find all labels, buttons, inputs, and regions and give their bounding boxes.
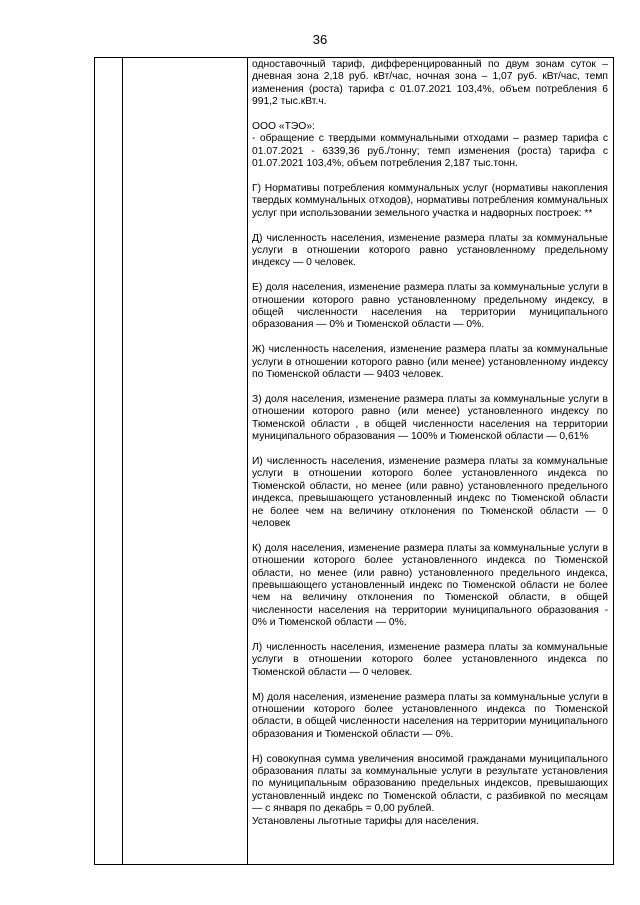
paragraph-m: М) доля населения, изменение размера платы за коммунальные услуги в отношении которого более установленного индекса по Тюменской области, в общей численности населения на территории муниципального образования и Тюменской области — 0%. [252,691,608,740]
table-cell-content [252,59,608,828]
paragraph-teo-waste: ООО «ТЭО»: - обращение с твердыми коммунальными отходами – размер тарифа с 01.07.2021 - 6339,36 руб./тонну; темп изменения (роста) тарифа с 01.07.2021 103,4%, объем потребления 2,187 тыс.тонн. [252,121,608,170]
paragraph-d: Д) численность населения, изменение размера платы за коммунальные услуги в отношении которого равно установленному предельному индексу — 0 человек. [252,232,608,269]
paragraph-z: З) доля населения, изменение размера платы за коммунальные услуги в отношении которого равно (или менее) установленного индексу по Тюменской области , в общей численности населения на территории муниципального образования — 100% и Тюменской области — 0,61% [252,393,608,443]
table-column-divider [247,58,248,864]
paragraph-g-norms: Г) Нормативы потребления коммунальных услуг (нормативы накопления твердых коммунальных отходов), нормативы потребления коммунальных услуг при использовании земельного участка и надворных построек: ** [252,183,608,219]
page-number: 36 [312,32,328,47]
paragraph-i: И) численность населения, изменение размера платы за коммунальные услуги в отношении которого более установленного индекса по Тюменской области, но менее (или равно) установленного предельного индекса, превышающего установленный индекс по Тюменской области не более чем на величину отклонения по Тюменской области — 0 человек [252,455,608,529]
paragraph-k: К) доля населения, изменение размера платы за коммунальные услуги в отношении которого более установленного индекса по Тюменской области, но менее (или равно) установленного предельного индекса, превышающего установленный индекс по Тюменской области не более чем на величину отклонения по Тюменской области, в общей численности населения на территории муниципального образования - 0% и Тюменской области — 0%. [252,542,608,629]
paragraph-n: Н) совокупная сумма увеличения вносимой гражданами муниципального образования платы за коммунальные услуги в результате установления по муниципальным образованию предельных индексов, превышающих установленный индекс по Тюменской области, с разбивкой по месяцам — с января по декабрь = 0,00 рублей. Установлены льготные тарифы для населения. [252,753,608,827]
table-column-divider [122,58,123,864]
paragraph-l: Л) численность населения, изменение размера платы за коммунальные услуги в отношении которого более установленного индекса по Тюменской области — 0 человек. [252,641,608,678]
document-table [94,57,614,865]
paragraph-tariff-zones: одноставочный тариф, дифференцированный по двум зонам суток – дневная зона 2,18 руб. кВт/час, ночная зона – 1,07 руб. кВт/час, темп изменения (роста) тарифа с 01.07.2021 103,4%, объем потребления 6 991,2 тыс.кВт.ч. [252,59,608,108]
paragraph-zh: Ж) численность населения, изменение размера платы за коммунальные услуги в отношении которого равно (или менее) установленному индексу по Тюменской области — 9403 человек. [252,344,608,381]
paragraph-e: Е) доля населения, изменение размера платы за коммунальные услуги в отношении которого равно установленному предельному индексу, в общей численности населения на территории муниципального образования — 0% и Тюменской области — 0%. [252,282,608,331]
